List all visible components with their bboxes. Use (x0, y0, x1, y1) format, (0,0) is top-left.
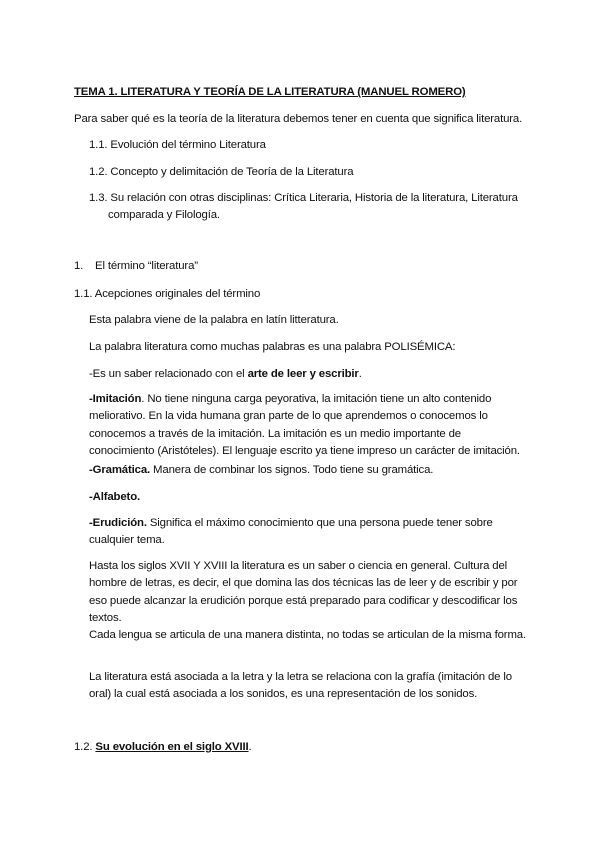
gramatica-bold: -Gramática. (89, 464, 151, 476)
erudicion-bold: -Erudición. (89, 517, 147, 529)
subsection-1-2-heading (74, 739, 252, 755)
paragraph-arte (89, 366, 362, 382)
arte-bold: arte de leer y escribir (247, 368, 359, 380)
section-1-number: 1. (74, 260, 84, 272)
section-1-heading: El término “literatura” (95, 260, 198, 272)
paragraph-lengua: Cada lengua se articula de una manera distinta, no todas se articulan de la misma forma. (89, 629, 526, 641)
index-item-1-3: 1.3. Su relación con otras disciplinas: Crítica Literaria, Historia de la literatura, Literatura comparada y Filología. (89, 192, 518, 222)
paragraph-alfabeto (89, 489, 140, 505)
arte-prefix: -Es un saber relacionado con el (89, 368, 248, 380)
paragraph-erudicion (89, 515, 529, 550)
subsection-1-2-title: Su evolución en el siglo XVIII (95, 741, 249, 753)
paragraph-letra: La literatura está asociada a la letra y la letra se relaciona con la grafía (imitación de lo oral) la cual está asociada a los sonidos, es una representación de los sonidos. (89, 671, 512, 701)
gramatica-text: Manera de combinar los signos. Todo tiene su gramática. (150, 464, 434, 476)
paragraph-polisemica: La palabra literatura como muchas palabras es una palabra POLISÉMICA: (89, 341, 456, 353)
index-item-1-2: 1.2. Concepto y delimitación de Teoría de la Literatura (89, 166, 354, 178)
imitacion-text: . No tiene ninguna carga peyorativa, la imitación tiene un alto contenido meliorativo. En la vida humana gran parte de lo que aprendemos o conocemos lo conocemos a través de la imitación. La imitación es un medio importante de conocimiento (Aristóteles). El lenguaje escrito ya tiene impreso un carácter de imitación. (89, 393, 520, 458)
subsection-1-2-number: 1.2. (74, 741, 96, 753)
paragraph-imitacion (89, 391, 529, 461)
arte-suffix: . (358, 368, 362, 380)
subsection-1-1-heading: 1.1. Acepciones originales del término (74, 288, 261, 300)
paragraph-gramatica (89, 462, 433, 478)
document-title: TEMA 1. LITERATURA Y TEORÍA DE LA LITERATURA (MANUEL ROMERO) (74, 86, 466, 98)
intro-paragraph: Para saber qué es la teoría de la literatura debemos tener en cuenta que significa literatura. (74, 113, 523, 125)
subsection-1-2-suffix: . (248, 741, 252, 753)
erudicion-text: Significa el máximo conocimiento que una persona puede tener sobre cualquier tema. (89, 517, 493, 547)
imitacion-bold: -Imitación (89, 393, 142, 405)
index-item-1-1: 1.1. Evolución del término Literatura (89, 139, 266, 151)
alfabeto-bold: -Alfabeto. (89, 491, 141, 503)
paragraph-siglos: Hasta los siglos XVII Y XVIII la literatura es un saber o ciencia en general. Cultura del hombre de letras, es decir, el que domina las dos técnicas las de leer y de escribir y por eso puede alcanzar la erudición porque está preparado para codificar y descodificar los textos. (89, 560, 518, 625)
paragraph-latin: Esta palabra viene de la palabra en latín litteratura. (89, 314, 339, 326)
